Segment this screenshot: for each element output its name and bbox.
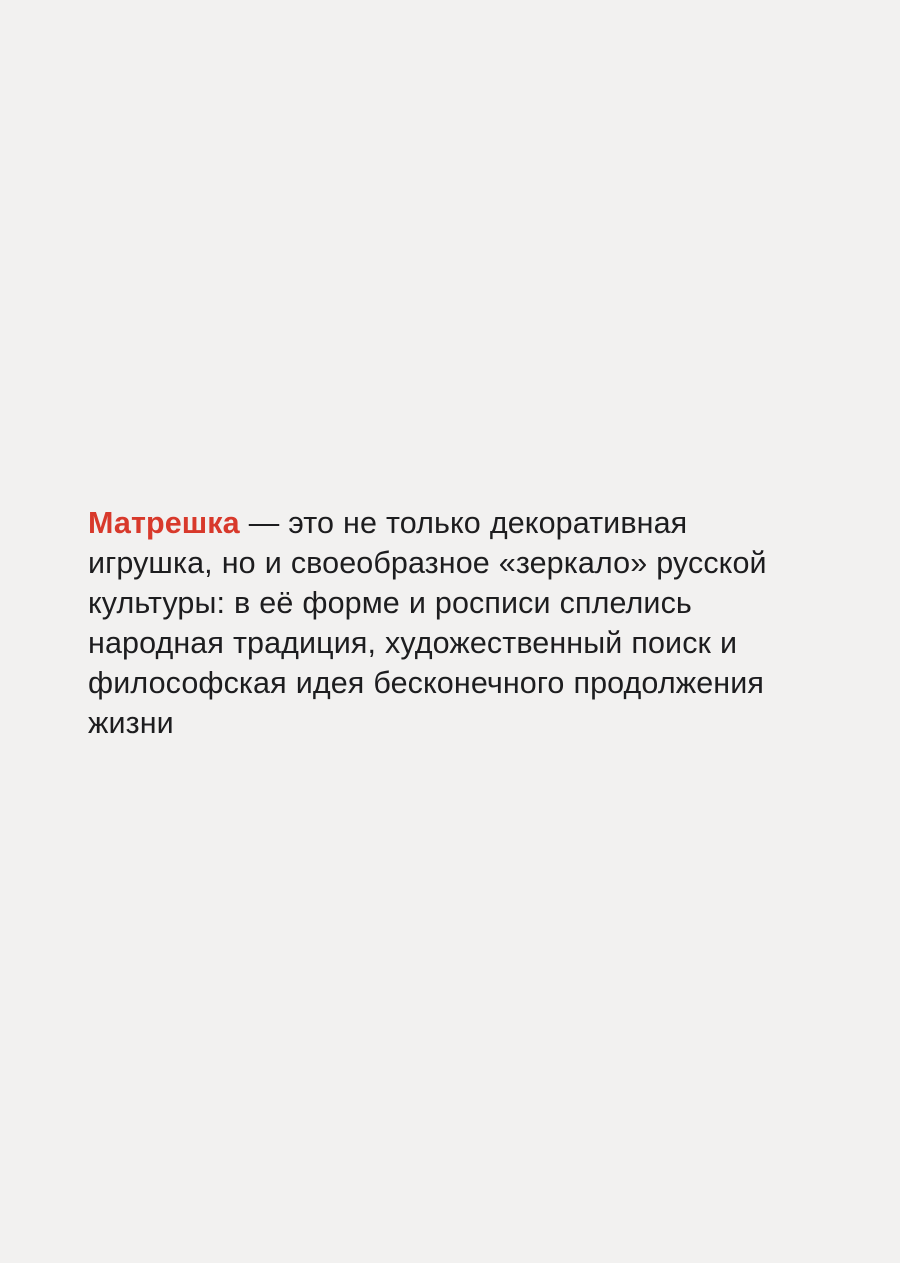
statement-paragraph [88,503,788,743]
statement-block [88,503,788,743]
statement-body: — это не только декоративная игрушка, но и своеобразное «зеркало» русской культуры: в её форме и росписи сплелись народная традиция, художественный поиск и философская идея бесконечного продолжения жизни [88,506,767,740]
lead-word: Матрешка [88,506,240,540]
